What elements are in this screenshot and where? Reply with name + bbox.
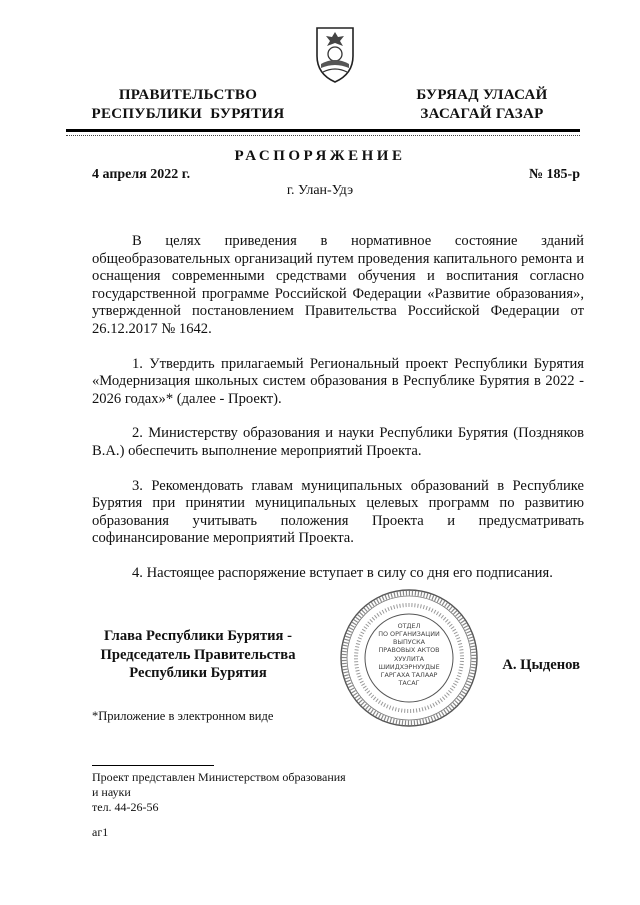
signatory-title	[88, 627, 308, 683]
footer-info	[92, 770, 346, 815]
seal-text: ПО ОРГАНИЗАЦИИ	[378, 630, 440, 638]
seal-text: ШИИДХЭРНУУДЫЕ	[378, 663, 440, 671]
footer-line: Проект представлен Министерством образования	[92, 770, 346, 784]
body-paragraph: 3. Рекомендовать главам муниципальных образований в Республике Бурятия при принятии муниципальных целевых программ по развитию образования учитывать положения Проекта и предусматривать софинансирование мероприятий Проекта.	[92, 477, 584, 547]
footer-line: тел. 44-26-56	[92, 800, 159, 814]
document-code: аг1	[92, 825, 109, 839]
signatory-title-line: Республики Бурятия	[129, 665, 267, 681]
document-date: 4 апреля 2022 г.	[92, 167, 191, 182]
government-name-ru	[88, 86, 288, 124]
body-paragraph: 4. Настоящее распоряжение вступает в силу со дня его подписания.	[132, 564, 553, 581]
header-left-line: ПРАВИТЕЛЬСТВО	[118, 87, 258, 103]
header-right-line: ЗАСАГАЙ ГАЗАР	[420, 106, 544, 122]
signatory-name: А. Цыденов	[502, 657, 580, 673]
signatory-title-line: Председатель Правительства	[100, 646, 296, 663]
seal-text: ПРАВОВЫХ АКТОВ	[378, 646, 440, 654]
seal-text: ХУУЛИТА	[393, 655, 425, 663]
footer-line: и науки	[92, 785, 131, 799]
header-divider-dotted	[66, 135, 580, 136]
government-name-bua	[402, 86, 562, 124]
seal-text: ТАСАГ	[398, 679, 420, 687]
signatory-title-line: Глава Республики Бурятия -	[104, 628, 292, 644]
official-seal-stamp	[338, 587, 480, 729]
document-city: г. Улан-Удэ	[286, 183, 354, 198]
header-right-line: БУРЯАД УЛАСАЙ	[416, 87, 548, 103]
seal-text: ГАРГАХА ТАЛААР	[380, 671, 438, 679]
header-divider	[66, 129, 580, 132]
document-title: РАСПОРЯЖЕНИЕ	[234, 148, 406, 164]
document-body	[92, 233, 584, 600]
coat-of-arms-emblem	[311, 20, 359, 84]
footer-divider	[92, 765, 214, 766]
seal-text: ОТДЕЛ	[397, 622, 421, 630]
header-left-line: РЕСПУБЛИКИ БУРЯТИЯ	[91, 106, 285, 122]
body-paragraph: В целях приведения в нормативное состояние зданий общеобразовательных организаций путем проведения капитального ремонта и оснащения современными средствами обучения и воспитания согласно государственной программе Российской Федерации «Развитие образования», утвержденной постановлением Правительства Российской Федерации от 26.12.2017 № 1642.	[92, 233, 584, 337]
body-paragraph: 2. Министерству образования и науки Республики Бурятия (Поздняков В.А.) обеспечить выполнение мероприятий Проекта.	[92, 425, 584, 459]
seal-text: ВЫПУСКА	[392, 638, 426, 646]
body-paragraph: 1. Утвердить прилагаемый Региональный проект Республики Бурятия «Модернизация школьных систем образования в Республике Бурятия в 2022 - 2026 годах»* (далее - Проект).	[92, 355, 584, 407]
attachment-footnote: *Приложение в электронном виде	[92, 709, 274, 723]
document-number: № 185-р	[528, 167, 580, 182]
